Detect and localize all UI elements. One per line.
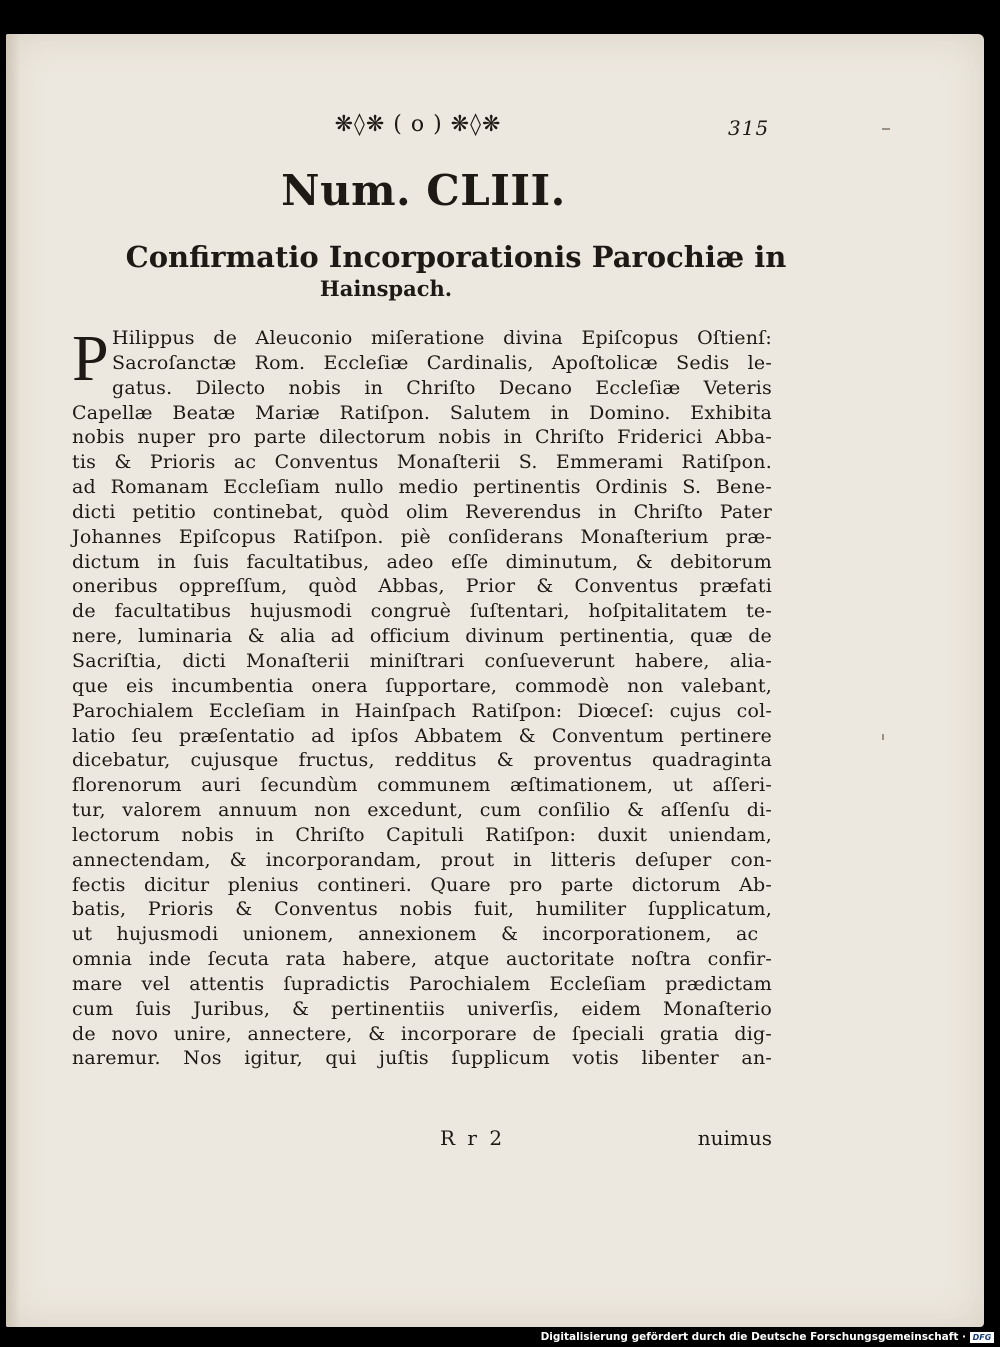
text-line bbox=[72, 873, 772, 898]
text-line bbox=[72, 450, 772, 475]
text-line-content: ut hujusmodi unionem, annexionem & incorporationem, ac bbox=[72, 923, 759, 946]
text-line-content: ad Romanam Eccleſiam nullo medio pertinentis Ordinis S. Bene- bbox=[72, 476, 772, 499]
text-line-content: dicebatur, cujusque fructus, redditus & proventus quadraginta bbox=[72, 749, 772, 772]
text-line-content: nobis nuper pro parte dilectorum nobis in Chriſto Friderici Abba- bbox=[72, 426, 772, 449]
text-line-content: dicti petitio continebat, quòd olim Reverendus in Chriſto Pater bbox=[72, 500, 772, 523]
drop-cap: P bbox=[72, 322, 109, 395]
text-line bbox=[72, 1046, 772, 1071]
text-line-content: de novo unire, annectere, & incorporare de ſpeciali gratia dig- bbox=[72, 1022, 772, 1045]
text-line-content: Hilippus de Aleuconio miſeratione divina Epiſcopus Oſtienſ: bbox=[112, 327, 772, 349]
scanned-page bbox=[6, 34, 984, 1327]
text-line bbox=[72, 897, 772, 922]
text-line-content: de facultatibus hujusmodi congruè ſuſtentari, hoſpitalitatem te- bbox=[72, 600, 772, 623]
text-line-content: Parochialem Eccleſiam in Hainſpach Ratiſpon: Diœceſ: cujus col- bbox=[72, 699, 772, 722]
text-line bbox=[72, 724, 772, 749]
funding-credit bbox=[541, 1329, 994, 1345]
text-line bbox=[72, 947, 772, 972]
text-line-content: omnia inde ſecuta rata habere, atque auctoritate noſtra confir- bbox=[72, 948, 772, 971]
body-text bbox=[72, 322, 772, 1071]
text-line-content: annectendam, & incorporandam, prout in litteris deſuper con- bbox=[72, 848, 772, 871]
document-subtitle: Hainspach. bbox=[319, 276, 453, 301]
text-line bbox=[72, 674, 772, 699]
page-footer bbox=[72, 1126, 772, 1154]
text-line-content: lectorum nobis in Chriſto Capituli Ratiſpon: duxit uniendam, bbox=[72, 823, 772, 846]
text-line bbox=[72, 823, 772, 848]
text-line bbox=[72, 972, 772, 997]
page-number: 315 bbox=[728, 116, 770, 140]
text-line-content: naremur. Nos igitur, qui juſtis ſupplicum votis libenter an- bbox=[72, 1047, 772, 1070]
text-line-content: gatus. Dilecto nobis in Chriſto Decano Eccleſiæ Veteris bbox=[112, 376, 772, 399]
text-line bbox=[72, 1022, 772, 1047]
text-line bbox=[72, 798, 772, 823]
text-line bbox=[72, 425, 772, 450]
text-line bbox=[72, 922, 772, 947]
text-line bbox=[72, 748, 772, 773]
text-line bbox=[72, 574, 772, 599]
text-line-content: Sacriſtia, dicti Monaſterii miniſtrari conſueverunt habere, alia- bbox=[72, 649, 772, 672]
text-line bbox=[72, 773, 772, 798]
text-line-content: Capellæ Beatæ Mariæ Ratiſpon. Salutem in Domino. Exhibita bbox=[72, 401, 772, 424]
document-number-heading: Num. CLIII. bbox=[281, 166, 566, 215]
text-line-content: dictum in ſuis facultatibus, adeo eſſe diminutum, & debitorum bbox=[72, 550, 772, 573]
text-line-content: Sacroſanctæ Rom. Eccleſiæ Cardinalis, Apoſtolicæ Sedis le- bbox=[112, 351, 772, 374]
text-line bbox=[72, 401, 772, 426]
text-line-content: latio ſeu præſentatio ad ipſos Abbatem & Conventum pertinere bbox=[72, 724, 772, 747]
text-line bbox=[72, 624, 772, 649]
text-line-content: florenorum auri ſecundùm communem æſtimationem, ut aſſeri- bbox=[72, 774, 772, 797]
text-line-content: tur, valorem annuum non excedunt, cum conſilio & aſſenſu di- bbox=[72, 799, 772, 822]
text-line bbox=[72, 599, 772, 624]
text-lines bbox=[72, 322, 772, 1071]
text-line bbox=[72, 475, 772, 500]
text-line bbox=[72, 376, 772, 401]
text-line bbox=[72, 326, 772, 351]
ornament-header: ❋◊❋ ( o ) ❋◊❋ bbox=[334, 112, 502, 137]
text-line-content: que eis incumbentia onera ſupportare, commodè non valebant, bbox=[72, 674, 772, 697]
document-title: Confirmatio Incorporationis Parochiæ in bbox=[125, 240, 787, 274]
text-line-content: batis, Prioris & Conventus nobis fuit, humiliter ſupplicatum, bbox=[72, 898, 772, 921]
text-line-content: oneribus oppreſſum, quòd Abbas, Prior & Conventus præfati bbox=[72, 575, 772, 598]
text-line-content: fectis dicitur plenius contineri. Quare pro parte dictorum Ab- bbox=[72, 873, 772, 896]
text-line bbox=[72, 699, 772, 724]
text-line-content: Johannes Epiſcopus Ratiſpon. piè conſiderans Monaſterium præ- bbox=[72, 525, 772, 548]
scan-mark bbox=[882, 128, 890, 130]
text-line bbox=[72, 649, 772, 674]
text-line bbox=[72, 997, 772, 1022]
text-line-content: mare vel attentis ſupradictis Parochialem Eccleſiam prædictam bbox=[72, 972, 772, 995]
scan-mark bbox=[882, 734, 884, 740]
credit-text: Digitalisierung gefördert durch die Deutsche Forschungsgemeinschaft · bbox=[540, 1331, 966, 1343]
signature-mark: R r 2 bbox=[440, 1126, 506, 1150]
text-line bbox=[72, 500, 772, 525]
catchword: nuimus bbox=[697, 1126, 772, 1150]
text-line-content: nere, luminaria & alia ad officium divinum pertinentia, quæ de bbox=[72, 625, 772, 648]
text-line bbox=[72, 351, 772, 376]
text-line bbox=[72, 525, 772, 550]
text-line bbox=[72, 550, 772, 575]
text-line-content: cum ſuis Juribus, & pertinentiis univerſis, eidem Monaſterio bbox=[72, 997, 772, 1020]
dfg-logo-icon: DFG bbox=[970, 1332, 994, 1343]
text-line bbox=[72, 848, 772, 873]
text-line-content: tis & Prioris ac Conventus Monaſterii S. Emmerami Ratiſpon. bbox=[72, 451, 772, 474]
